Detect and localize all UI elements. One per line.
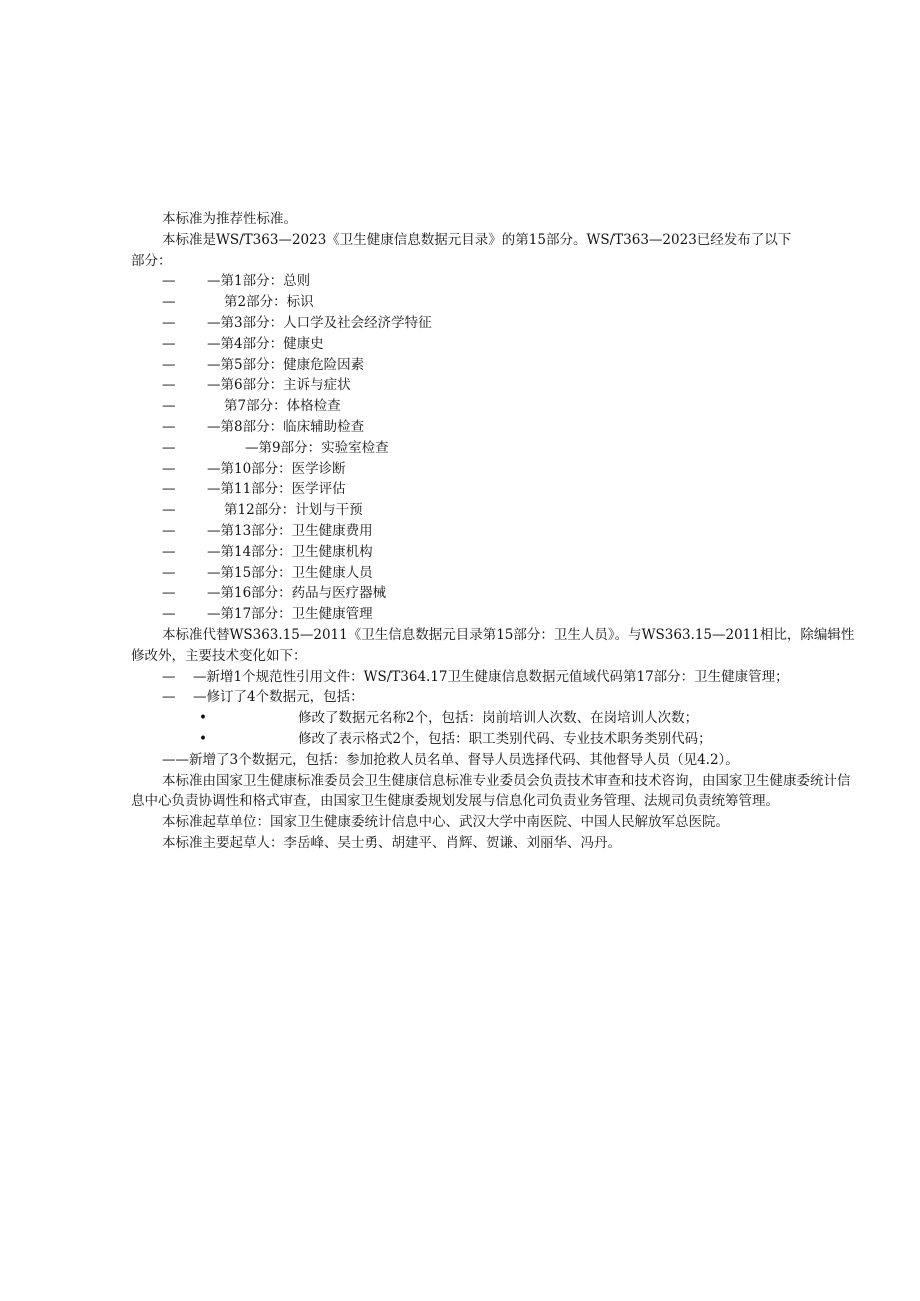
part-lead: — <box>207 377 221 394</box>
change-text: 修订了4个数据元，包括： <box>206 689 364 706</box>
intro-part-line-2: 部分： <box>131 252 172 269</box>
part-lead: — <box>245 439 259 456</box>
parts-list <box>131 271 861 625</box>
document-page <box>131 209 861 854</box>
dash-mark: — <box>162 502 176 519</box>
part-text: 第9部分：实验室检查 <box>258 439 389 456</box>
part-text: 第10部分：医学诊断 <box>220 460 346 477</box>
part-text: 第16部分：药品与医疗器械 <box>220 585 387 602</box>
sub-change-text: 修改了表示格式2个，包括：职工类别代码、专业技术职务类别代码； <box>298 730 712 747</box>
list-item <box>131 271 861 292</box>
part-text: 第12部分：计划与干预 <box>224 502 363 519</box>
dash-mark: — <box>162 356 176 373</box>
list-item <box>131 313 861 334</box>
part-lead: — <box>207 606 221 623</box>
dash-mark: — <box>162 481 176 498</box>
part-text: 第15部分：卫生健康人员 <box>220 564 373 581</box>
change-lead: — <box>193 689 207 706</box>
dash-mark: — <box>162 418 176 435</box>
change-lead: — <box>193 668 207 685</box>
proposed-text: 本标准由国家卫生健康标准委员会卫生健康信息标准专业委员会负责技术审查和技术咨询，由国家卫生健康委统计信息中心负责协调性和格式审查，由国家卫生健康委规划发展与信息化司负责业务管理、法规司负责统筹管理。 <box>131 772 851 810</box>
part-text: 第2部分：标识 <box>224 294 314 311</box>
intro-part-line-1: 本标准是WS/T363—2023《卫生健康信息数据元目录》的第15部分。WS/T363—2023已经发布了以下 <box>162 231 792 248</box>
dash-mark: — <box>162 522 176 539</box>
list-item <box>131 604 861 625</box>
dash-mark: — <box>162 398 176 415</box>
part-lead: — <box>207 314 221 331</box>
list-item <box>131 334 861 355</box>
added-change: ——新增了3个数据元，包括：参加抢救人员名单、督导人员选择代码、其他督导人员（见4.2）。 <box>162 751 739 768</box>
part-text: 第3部分：人口学及社会经济学特征 <box>220 314 432 331</box>
list-item <box>131 479 861 500</box>
part-lead: — <box>207 564 221 581</box>
list-item <box>131 708 861 729</box>
part-lead: — <box>207 273 221 290</box>
part-lead: — <box>207 356 221 373</box>
list-item <box>131 563 861 584</box>
change-text: 新增1个规范性引用文件：WS/T364.17卫生健康信息数据元值域代码第17部分：卫生健康管理； <box>206 668 789 685</box>
drafting-units: 本标准起草单位：国家卫生健康委统计信息中心、武汉大学中南医院、中国人民解放军总医院。 <box>162 814 729 831</box>
replace-text: 本标准代替WS363.15—2011《卫生信息数据元目录第15部分：卫生人员》。与WS363.15—2011相比，除编辑性修改外，主要技术变化如下： <box>131 626 855 664</box>
list-item <box>131 521 861 542</box>
part-lead: — <box>207 335 221 352</box>
part-text: 第11部分：医学评估 <box>220 481 346 498</box>
part-lead: — <box>207 522 221 539</box>
dash-mark: — <box>162 294 176 311</box>
dash-mark: — <box>162 439 176 456</box>
changes-list <box>131 667 861 771</box>
part-lead: — <box>207 543 221 560</box>
dash-mark: — <box>162 335 176 352</box>
list-item <box>131 438 861 459</box>
dash-mark: — <box>162 543 176 560</box>
list-item <box>131 667 861 688</box>
list-item <box>131 355 861 376</box>
proposed-paragraph <box>131 771 861 813</box>
list-item <box>131 417 861 438</box>
dash-mark: — <box>162 564 176 581</box>
sub-change-text: 修改了数据元名称2个，包括：岗前培训人次数、在岗培训人次数； <box>298 710 699 727</box>
bullet-mark: • <box>199 730 207 747</box>
list-item <box>131 729 861 750</box>
dash-mark: — <box>162 606 176 623</box>
part-text: 第14部分：卫生健康机构 <box>220 543 373 560</box>
list-item <box>131 459 861 480</box>
drafters: 本标准主要起草人：李岳峰、吴士勇、胡建平、肖辉、贺谦、刘丽华、冯丹。 <box>162 834 621 851</box>
part-lead: — <box>207 481 221 498</box>
list-item <box>131 375 861 396</box>
list-item <box>131 396 861 417</box>
list-item <box>131 500 861 521</box>
part-lead: — <box>207 585 221 602</box>
part-text: 第17部分：卫生健康管理 <box>220 606 373 623</box>
replace-paragraph <box>131 625 861 667</box>
dash-mark: — <box>162 460 176 477</box>
intro-recommended: 本标准为推荐性标准。 <box>162 211 297 227</box>
part-lead: — <box>207 460 221 477</box>
part-text: 第5部分：健康危险因素 <box>220 356 365 373</box>
part-text: 第13部分：卫生健康费用 <box>220 522 373 539</box>
list-item <box>131 583 861 604</box>
part-text: 第8部分：临床辅助检查 <box>220 418 365 435</box>
dash-mark: — <box>162 377 176 394</box>
list-item <box>131 292 861 313</box>
part-lead: — <box>207 418 221 435</box>
bullet-mark: • <box>199 710 207 727</box>
dash-mark: — <box>162 668 176 685</box>
list-item <box>131 687 861 708</box>
dash-mark: — <box>162 314 176 331</box>
part-text: 第6部分：主诉与症状 <box>220 377 351 394</box>
dash-mark: — <box>162 273 176 290</box>
list-item <box>131 542 861 563</box>
part-text: 第1部分：总则 <box>220 273 311 290</box>
dash-mark: — <box>162 585 176 602</box>
part-text: 第7部分：体格检查 <box>224 398 341 415</box>
part-text: 第4部分：健康史 <box>220 335 324 352</box>
dash-mark: — <box>162 689 176 706</box>
